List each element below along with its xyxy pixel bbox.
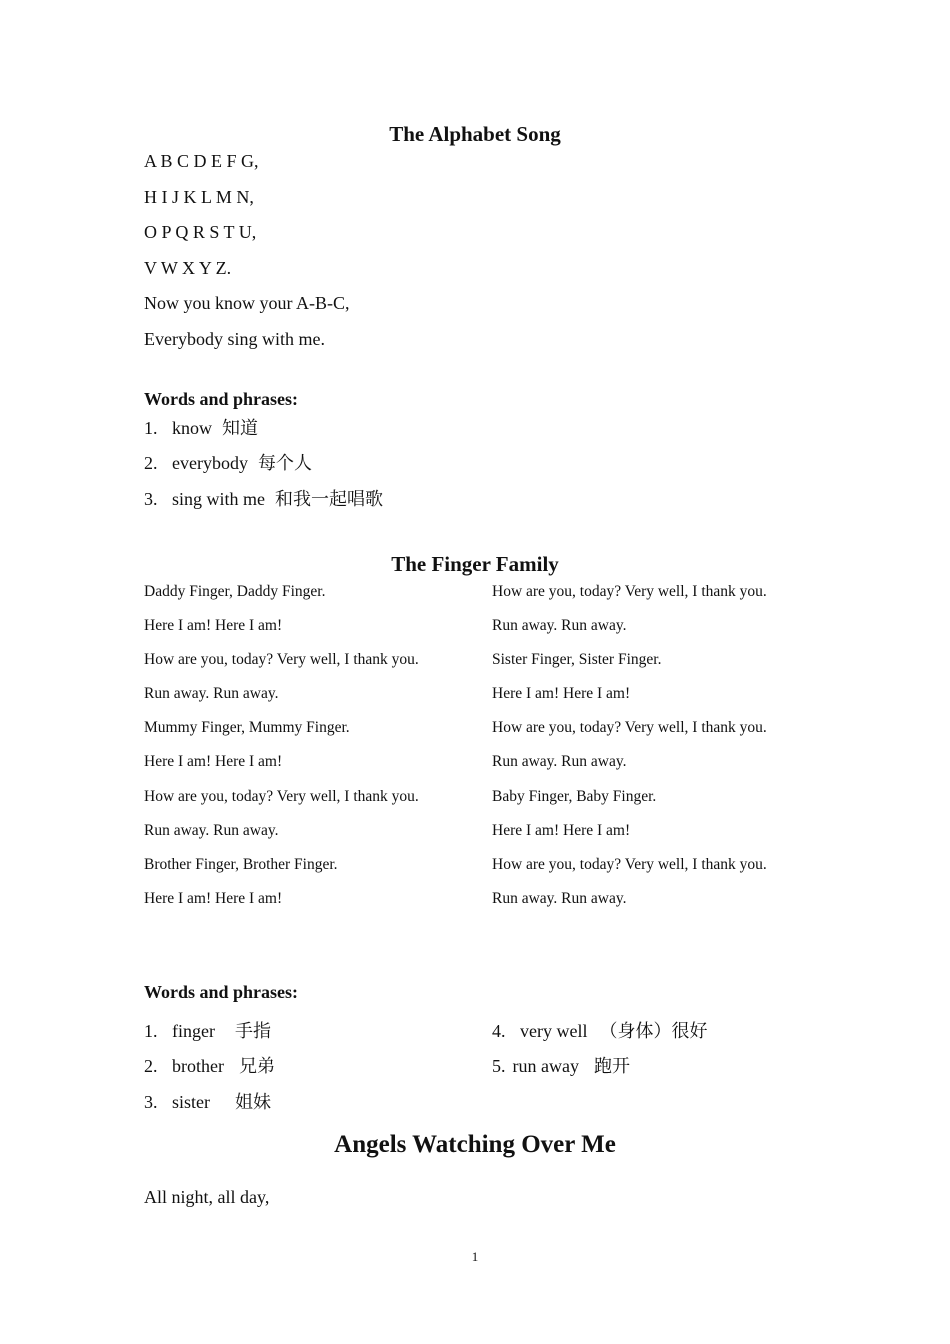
song-line: Here I am! Here I am! (492, 685, 631, 703)
alphabet-line: Everybody sing with me. (144, 329, 325, 349)
song-line: Here I am! Here I am! (144, 617, 283, 635)
song-line: How are you, today? Very well, I thank you. (492, 855, 767, 873)
song-line: Here I am! Here I am! (492, 821, 631, 839)
vocab-english: finger (172, 1021, 215, 1041)
vocab-english: brother (172, 1056, 224, 1076)
vocab-number: 3. (144, 1092, 158, 1112)
song-line: Baby Finger, Baby Finger. (492, 787, 657, 805)
vocab-item (144, 414, 258, 440)
finger-family-left-column (144, 582, 484, 923)
vocab-item (492, 1017, 707, 1043)
song-line: How are you, today? Very well, I thank you. (144, 787, 419, 805)
vocab-chinese: 每个人 (257, 453, 312, 473)
finger-words-heading: Words and phrases: (144, 982, 299, 1002)
song-line: Here I am! Here I am! (144, 753, 283, 771)
song-line: How are you, today? Very well, I thank you. (144, 651, 419, 669)
vocab-number: 4. (492, 1021, 506, 1041)
vocab-english: everybody (172, 453, 248, 473)
vocab-chinese: 手指 (234, 1021, 271, 1041)
vocab-item (144, 449, 312, 475)
song-line: Run away. Run away. (144, 685, 279, 703)
song-line: How are you, today? Very well, I thank you. (492, 719, 767, 737)
vocab-number: 1. (144, 418, 158, 438)
vocab-item (144, 485, 383, 511)
alphabet-line: Now you know your A-B-C, (144, 293, 350, 313)
angels-title: Angels Watching Over Me (334, 1131, 616, 1158)
song-line: Mummy Finger, Mummy Finger. (144, 719, 350, 737)
alphabet-words-heading: Words and phrases: (144, 389, 299, 409)
vocab-number: 2. (144, 453, 158, 473)
song-line: How are you, today? Very well, I thank you. (492, 583, 767, 600)
vocab-chinese: （身体）很好 (599, 1021, 708, 1041)
vocab-chinese: 兄弟 (238, 1056, 275, 1076)
vocab-item (144, 1052, 275, 1078)
alphabet-line: H I J K L M N, (144, 187, 254, 207)
song-line: Sister Finger, Sister Finger. (492, 651, 662, 669)
vocab-item (144, 1088, 271, 1114)
song-line: Run away. Run away. (492, 753, 627, 771)
vocab-number: 1. (144, 1021, 158, 1041)
finger-family-title: The Finger Family (391, 552, 559, 576)
vocab-english: sing with me (172, 489, 265, 509)
vocab-english: sister (172, 1092, 210, 1112)
vocab-english: run away (512, 1056, 579, 1076)
song-line: Daddy Finger, Daddy Finger. (144, 583, 326, 600)
vocab-number: 2. (144, 1056, 158, 1076)
vocab-item (492, 1052, 630, 1078)
alphabet-song-title: The Alphabet Song (389, 122, 561, 146)
vocab-chinese: 姐妹 (235, 1092, 271, 1112)
vocab-chinese: 和我一起唱歌 (275, 489, 383, 509)
song-line: Run away. Run away. (492, 889, 627, 907)
vocab-number: 5. (492, 1056, 506, 1076)
alphabet-line: V W X Y Z. (144, 258, 232, 278)
alphabet-line: O P Q R S T U, (144, 222, 257, 242)
song-line: Run away. Run away. (492, 617, 627, 635)
alphabet-line: A B C D E F G, (144, 151, 259, 171)
song-line: Brother Finger, Brother Finger. (144, 855, 338, 873)
page-number: 1 (471, 1249, 479, 1264)
vocab-english: know (172, 418, 212, 438)
song-line: Here I am! Here I am! (144, 889, 283, 907)
vocab-chinese: 跑开 (593, 1056, 630, 1076)
angels-first-line: All night, all day, (144, 1187, 270, 1207)
finger-family-right-column (492, 582, 852, 923)
song-line: Run away. Run away. (144, 821, 279, 839)
vocab-item (144, 1017, 271, 1043)
vocab-chinese: 知道 (222, 418, 258, 438)
vocab-english: very well (520, 1021, 588, 1041)
vocab-number: 3. (144, 489, 158, 509)
